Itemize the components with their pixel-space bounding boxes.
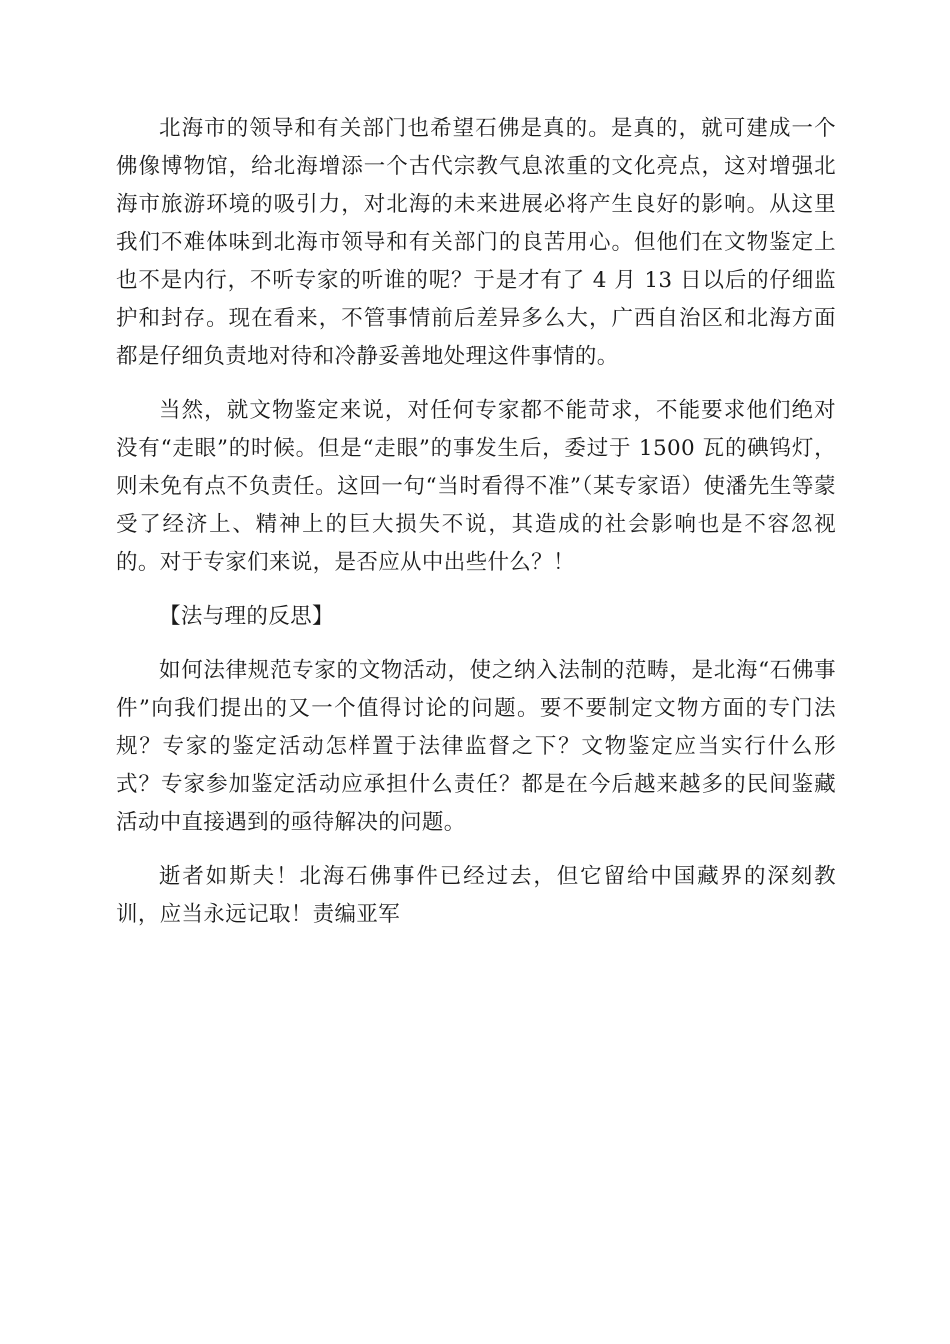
paragraph-1: 北海市的领导和有关部门也希望石佛是真的。是真的，就可建成一个佛像博物馆，给北海增添一个古代宗教气息浓重的文化亮点，这对增强北海市旅游环境的吸引力，对北海的未来进展必将产生良好的影响。从这里我们不难体味到北海市领导和有关部门的良苦用心。但他们在文物鉴定上也不是内行，不听专家的听谁的呢？于是才有了 4 月 13 日以后的仔细监护和封存。现在看来，不管事情前后差异多么大，广西自治区和北海方面都是仔细负责地对待和冷静妥善地处理这件事情的。 xyxy=(116,116,836,369)
paragraph-3: 如何法律规范专家的文物活动，使之纳入法制的范畴，是北海“石佛事件”向我们提出的又一个值得讨论的问题。要不要制定文物方面的专门法规？专家的鉴定活动怎样置于法律监督之下？文物鉴定应当实行什么形式？专家参加鉴定活动应承担什么责任？都是在今后越来越多的民间鉴藏活动中直接遇到的亟待解决的问题。 xyxy=(116,658,836,835)
section-heading: 【法与理的反思】 xyxy=(159,604,334,629)
paragraph-2: 当然，就文物鉴定来说，对任何专家都不能苛求，不能要求他们绝对没有“走眼”的时候。但是“走眼”的事发生后，委过于 1500 瓦的碘钨灯，则未免有点不负责任。这回一句“当时看得不准”（某专家语）使潘先生等蒙受了经济上、精神上的巨大损失不说，其造成的社会影响也是不容忽视的。对于专家们来说，是否应从中出些什么？！ xyxy=(116,398,836,575)
paragraph-4: 逝者如斯夫！北海石佛事件已经过去，但它留给中国藏界的深刻教训，应当永远记取！责编亚军 xyxy=(116,864,836,927)
document-body xyxy=(116,110,836,950)
